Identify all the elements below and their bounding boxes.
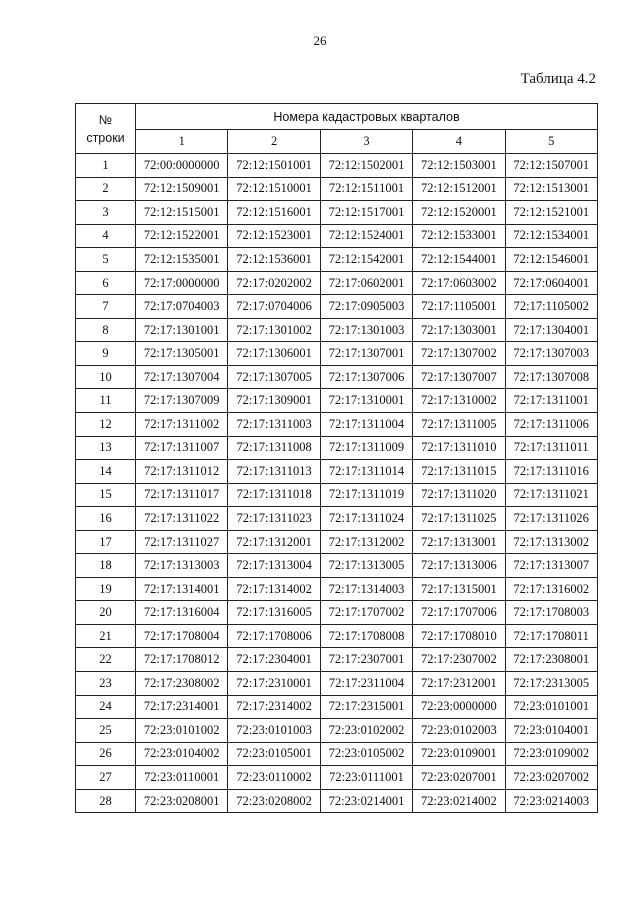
cadastral-number-cell: 72:17:1311019	[320, 483, 412, 507]
cadastral-number-cell: 72:17:0604001	[505, 271, 597, 295]
cadastral-number-cell: 72:23:0104001	[505, 719, 597, 743]
cadastral-number-cell: 72:17:1303001	[413, 318, 505, 342]
number-symbol: №	[98, 112, 113, 127]
table-row	[76, 672, 598, 696]
row-number-header	[76, 104, 136, 154]
cadastral-number-cell: 72:17:1312001	[228, 530, 320, 554]
cadastral-number-cell: 72:12:1521001	[505, 201, 597, 225]
cadastral-number-cell: 72:23:0214001	[320, 789, 412, 813]
cadastral-number-cell: 72:17:1311021	[505, 483, 597, 507]
cadastral-number-cell: 72:17:1707006	[413, 601, 505, 625]
table-row	[76, 695, 598, 719]
cadastral-number-cell: 72:23:0109002	[505, 742, 597, 766]
cadastral-number-cell: 72:12:1512001	[413, 177, 505, 201]
cadastral-number-cell: 72:17:1313002	[505, 530, 597, 554]
cadastral-numbers-header: Номера кадастровых кварталов	[136, 104, 598, 130]
cadastral-number-cell: 72:17:1311010	[413, 436, 505, 460]
row-number-cell: 18	[76, 554, 136, 578]
cadastral-number-cell: 72:17:1307008	[505, 365, 597, 389]
cadastral-number-cell: 72:12:1510001	[228, 177, 320, 201]
row-number-cell: 22	[76, 648, 136, 672]
row-number-cell: 19	[76, 577, 136, 601]
cadastral-number-cell: 72:17:1311001	[505, 389, 597, 413]
cadastral-number-cell: 72:17:1708003	[505, 601, 597, 625]
cadastral-number-cell: 72:12:1523001	[228, 224, 320, 248]
page-number: 26	[313, 33, 327, 48]
table-row	[76, 554, 598, 578]
column-header: 4	[413, 130, 505, 154]
cadastral-number-cell: 72:17:1311016	[505, 460, 597, 484]
cadastral-number-cell: 72:17:1311011	[505, 436, 597, 460]
cadastral-number-cell: 72:17:1311018	[228, 483, 320, 507]
table-row	[76, 413, 598, 437]
column-header: 3	[320, 130, 412, 154]
table-row	[76, 766, 598, 790]
cadastral-number-cell: 72:17:1307004	[136, 365, 228, 389]
cadastral-number-cell: 72:17:1708006	[228, 624, 320, 648]
cadastral-number-cell: 72:17:1311015	[413, 460, 505, 484]
row-number-cell: 7	[76, 295, 136, 319]
row-number-label: строки	[86, 130, 125, 145]
cadastral-number-cell: 72:17:1301003	[320, 318, 412, 342]
cadastral-number-cell: 72:23:0207002	[505, 766, 597, 790]
table-row	[76, 201, 598, 225]
row-number-cell: 15	[76, 483, 136, 507]
cadastral-number-cell: 72:17:1313005	[320, 554, 412, 578]
cadastral-number-cell: 72:17:1305001	[136, 342, 228, 366]
cadastral-number-cell: 72:17:1708008	[320, 624, 412, 648]
cadastral-number-cell: 72:23:0214002	[413, 789, 505, 813]
cadastral-number-cell: 72:17:2304001	[228, 648, 320, 672]
row-number-cell: 13	[76, 436, 136, 460]
cadastral-number-cell: 72:17:1311012	[136, 460, 228, 484]
row-number-cell: 27	[76, 766, 136, 790]
cadastral-number-cell: 72:17:1311023	[228, 507, 320, 531]
cadastral-number-cell: 72:17:2308002	[136, 672, 228, 696]
cadastral-number-cell: 72:17:1311025	[413, 507, 505, 531]
row-number-cell: 8	[76, 318, 136, 342]
table-row	[76, 436, 598, 460]
cadastral-number-cell: 72:17:2311004	[320, 672, 412, 696]
table-row	[76, 577, 598, 601]
cadastral-number-cell: 72:17:1310001	[320, 389, 412, 413]
cadastral-number-cell: 72:12:1522001	[136, 224, 228, 248]
cadastral-number-cell: 72:23:0105002	[320, 742, 412, 766]
cadastral-number-cell: 72:17:1313004	[228, 554, 320, 578]
cadastral-number-cell: 72:17:2313005	[505, 672, 597, 696]
cadastral-number-cell: 72:12:1513001	[505, 177, 597, 201]
row-number-cell: 12	[76, 413, 136, 437]
cadastral-number-cell: 72:12:1503001	[413, 154, 505, 178]
cadastral-number-cell: 72:17:2312001	[413, 672, 505, 696]
column-header: 5	[505, 130, 597, 154]
cadastral-number-cell: 72:17:1311007	[136, 436, 228, 460]
cadastral-number-cell: 72:17:1304001	[505, 318, 597, 342]
column-header: 2	[228, 130, 320, 154]
cadastral-number-cell: 72:12:1502001	[320, 154, 412, 178]
row-number-cell: 14	[76, 460, 136, 484]
table-row	[76, 507, 598, 531]
cadastral-number-cell: 72:17:1311027	[136, 530, 228, 554]
cadastral-number-cell: 72:23:0214003	[505, 789, 597, 813]
table-row	[76, 742, 598, 766]
cadastral-number-cell: 72:23:0207001	[413, 766, 505, 790]
cadastral-number-cell: 72:23:0102002	[320, 719, 412, 743]
row-number-cell: 26	[76, 742, 136, 766]
cadastral-number-cell: 72:17:1105002	[505, 295, 597, 319]
cadastral-number-cell: 72:17:1311008	[228, 436, 320, 460]
cadastral-number-cell: 72:17:1708011	[505, 624, 597, 648]
cadastral-number-cell: 72:12:1509001	[136, 177, 228, 201]
cadastral-number-cell: 72:12:1507001	[505, 154, 597, 178]
cadastral-number-cell: 72:12:1546001	[505, 248, 597, 272]
row-number-cell: 20	[76, 601, 136, 625]
table-row	[76, 224, 598, 248]
row-number-cell: 4	[76, 224, 136, 248]
table-row	[76, 789, 598, 813]
cadastral-number-cell: 72:17:1316004	[136, 601, 228, 625]
cadastral-number-cell: 72:17:1314002	[228, 577, 320, 601]
cadastral-number-cell: 72:23:0111001	[320, 766, 412, 790]
cadastral-number-cell: 72:12:1511001	[320, 177, 412, 201]
cadastral-quarters-table	[75, 103, 598, 813]
cadastral-number-cell: 72:17:1708010	[413, 624, 505, 648]
cadastral-number-cell: 72:17:1307009	[136, 389, 228, 413]
cadastral-number-cell: 72:23:0109001	[413, 742, 505, 766]
cadastral-number-cell: 72:17:2315001	[320, 695, 412, 719]
table-row	[76, 719, 598, 743]
cadastral-number-cell: 72:12:1536001	[228, 248, 320, 272]
cadastral-number-cell: 72:17:1311020	[413, 483, 505, 507]
table-row	[76, 271, 598, 295]
row-number-cell: 16	[76, 507, 136, 531]
cadastral-number-cell: 72:00:0000000	[136, 154, 228, 178]
table-caption: Таблица 4.2	[520, 71, 596, 87]
row-number-cell: 24	[76, 695, 136, 719]
cadastral-number-cell: 72:17:1301001	[136, 318, 228, 342]
cadastral-number-cell: 72:23:0110002	[228, 766, 320, 790]
table-row	[76, 624, 598, 648]
table-row	[76, 342, 598, 366]
cadastral-number-cell: 72:12:1520001	[413, 201, 505, 225]
row-number-cell: 9	[76, 342, 136, 366]
row-number-cell: 21	[76, 624, 136, 648]
cadastral-number-cell: 72:17:1311017	[136, 483, 228, 507]
row-number-cell: 10	[76, 365, 136, 389]
cadastral-number-cell: 72:12:1501001	[228, 154, 320, 178]
cadastral-number-cell: 72:12:1535001	[136, 248, 228, 272]
cadastral-number-cell: 72:17:1315001	[413, 577, 505, 601]
table-row	[76, 601, 598, 625]
row-number-cell: 11	[76, 389, 136, 413]
table-row	[76, 460, 598, 484]
cadastral-number-cell: 72:17:1708004	[136, 624, 228, 648]
cadastral-number-cell: 72:17:1311024	[320, 507, 412, 531]
cadastral-number-cell: 72:23:0105001	[228, 742, 320, 766]
cadastral-number-cell: 72:12:1517001	[320, 201, 412, 225]
table-row	[76, 365, 598, 389]
cadastral-number-cell: 72:17:1311005	[413, 413, 505, 437]
cadastral-number-cell: 72:17:1311009	[320, 436, 412, 460]
cadastral-number-cell: 72:17:1307006	[320, 365, 412, 389]
cadastral-number-cell: 72:17:1316005	[228, 601, 320, 625]
cadastral-number-cell: 72:17:2314001	[136, 695, 228, 719]
cadastral-number-cell: 72:23:0101002	[136, 719, 228, 743]
row-number-cell: 6	[76, 271, 136, 295]
cadastral-number-cell: 72:17:1313006	[413, 554, 505, 578]
cadastral-number-cell: 72:23:0104002	[136, 742, 228, 766]
cadastral-number-cell: 72:23:0000000	[413, 695, 505, 719]
table-row	[76, 248, 598, 272]
cadastral-number-cell: 72:17:0000000	[136, 271, 228, 295]
cadastral-number-cell: 72:17:1105001	[413, 295, 505, 319]
cadastral-number-cell: 72:23:0208001	[136, 789, 228, 813]
table-row	[76, 177, 598, 201]
cadastral-number-cell: 72:17:1313003	[136, 554, 228, 578]
cadastral-number-cell: 72:17:1316002	[505, 577, 597, 601]
cadastral-number-cell: 72:17:2307002	[413, 648, 505, 672]
cadastral-number-cell: 72:12:1516001	[228, 201, 320, 225]
cadastral-number-cell: 72:17:1309001	[228, 389, 320, 413]
row-number-cell: 2	[76, 177, 136, 201]
cadastral-number-cell: 72:17:1301002	[228, 318, 320, 342]
table-body	[76, 154, 598, 813]
cadastral-number-cell: 72:23:0208002	[228, 789, 320, 813]
column-header: 1	[136, 130, 228, 154]
cadastral-number-cell: 72:17:1307003	[505, 342, 597, 366]
cadastral-number-cell: 72:17:1311006	[505, 413, 597, 437]
table-row	[76, 154, 598, 178]
cadastral-number-cell: 72:17:0905003	[320, 295, 412, 319]
table-row	[76, 648, 598, 672]
cadastral-number-cell: 72:17:1307002	[413, 342, 505, 366]
cadastral-number-cell: 72:23:0102003	[413, 719, 505, 743]
cadastral-number-cell: 72:17:1312002	[320, 530, 412, 554]
cadastral-number-cell: 72:17:2314002	[228, 695, 320, 719]
cadastral-number-cell: 72:17:1307005	[228, 365, 320, 389]
cadastral-number-cell: 72:17:0602001	[320, 271, 412, 295]
cadastral-number-cell: 72:17:1311014	[320, 460, 412, 484]
cadastral-number-cell: 72:17:1314001	[136, 577, 228, 601]
table-row	[76, 530, 598, 554]
table-row	[76, 389, 598, 413]
cadastral-number-cell: 72:17:2308001	[505, 648, 597, 672]
cadastral-number-cell: 72:17:1311003	[228, 413, 320, 437]
cadastral-number-cell: 72:17:0704003	[136, 295, 228, 319]
cadastral-number-cell: 72:17:1314003	[320, 577, 412, 601]
cadastral-number-cell: 72:12:1515001	[136, 201, 228, 225]
cadastral-number-cell: 72:17:1311026	[505, 507, 597, 531]
row-number-cell: 28	[76, 789, 136, 813]
cadastral-number-cell: 72:17:1307001	[320, 342, 412, 366]
cadastral-number-cell: 72:23:0101003	[228, 719, 320, 743]
cadastral-number-cell: 72:17:1313007	[505, 554, 597, 578]
cadastral-number-cell: 72:17:1307007	[413, 365, 505, 389]
cadastral-number-cell: 72:23:0110001	[136, 766, 228, 790]
row-number-cell: 23	[76, 672, 136, 696]
cadastral-number-cell: 72:17:1306001	[228, 342, 320, 366]
row-number-cell: 17	[76, 530, 136, 554]
table-row	[76, 318, 598, 342]
cadastral-number-cell: 72:17:1707002	[320, 601, 412, 625]
row-number-cell: 1	[76, 154, 136, 178]
table-row	[76, 483, 598, 507]
cadastral-number-cell: 72:17:1310002	[413, 389, 505, 413]
cadastral-number-cell: 72:17:1311004	[320, 413, 412, 437]
cadastral-number-cell: 72:12:1544001	[413, 248, 505, 272]
cadastral-number-cell: 72:17:1708012	[136, 648, 228, 672]
cadastral-number-cell: 72:17:2307001	[320, 648, 412, 672]
cadastral-number-cell: 72:17:0202002	[228, 271, 320, 295]
row-number-cell: 25	[76, 719, 136, 743]
cadastral-number-cell: 72:17:1311002	[136, 413, 228, 437]
cadastral-number-cell: 72:17:0704006	[228, 295, 320, 319]
cadastral-number-cell: 72:17:2310001	[228, 672, 320, 696]
cadastral-number-cell: 72:17:1311013	[228, 460, 320, 484]
cadastral-number-cell: 72:17:0603002	[413, 271, 505, 295]
row-number-cell: 3	[76, 201, 136, 225]
cadastral-number-cell: 72:12:1533001	[413, 224, 505, 248]
cadastral-number-cell: 72:12:1524001	[320, 224, 412, 248]
cadastral-number-cell: 72:23:0101001	[505, 695, 597, 719]
cadastral-number-cell: 72:17:1313001	[413, 530, 505, 554]
cadastral-number-cell: 72:12:1542001	[320, 248, 412, 272]
cadastral-number-cell: 72:12:1534001	[505, 224, 597, 248]
cadastral-number-cell: 72:17:1311022	[136, 507, 228, 531]
row-number-cell: 5	[76, 248, 136, 272]
table-row	[76, 295, 598, 319]
